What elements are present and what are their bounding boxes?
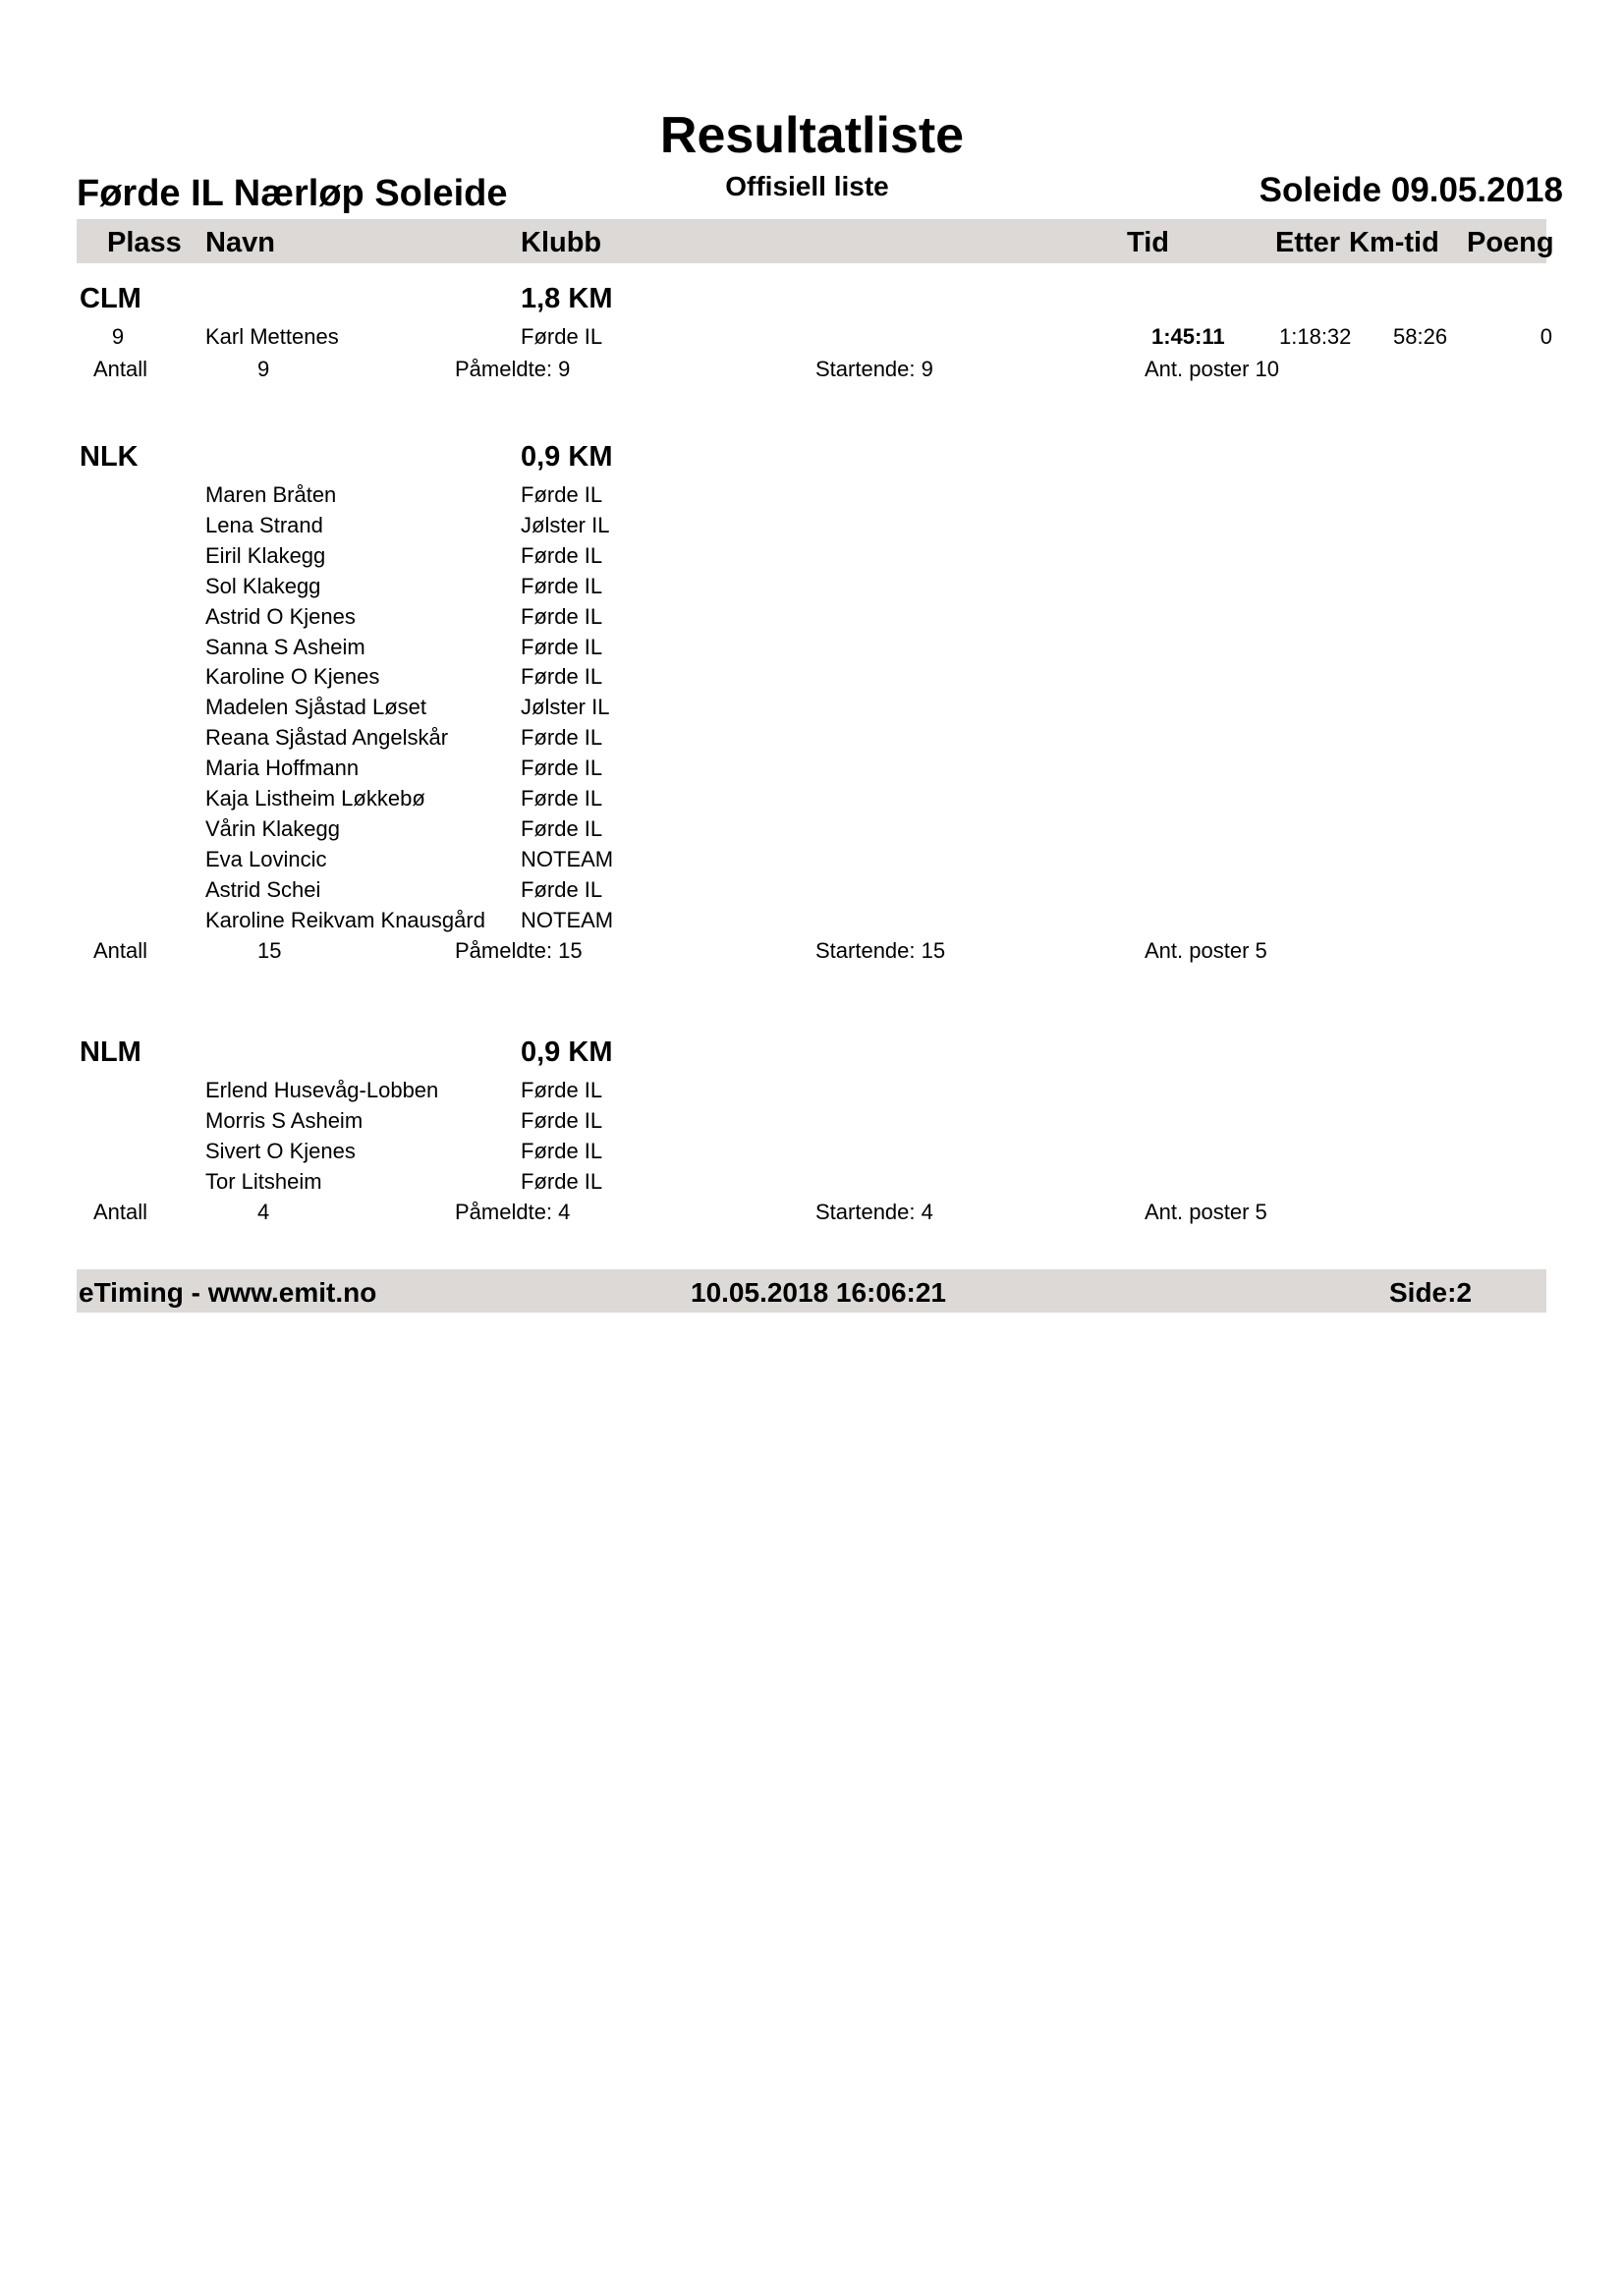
official-label: Offisiell liste: [725, 171, 889, 201]
result-plass: 9: [111, 324, 125, 349]
summary-antall-label: Antall: [93, 937, 148, 963]
summary-poster: Ant. poster 5: [1145, 1199, 1267, 1224]
summary-startende: Startende: 15: [815, 937, 946, 963]
result-name: Sivert O Kjenes: [205, 1138, 356, 1163]
column-klubb: Klubb: [521, 227, 602, 258]
result-name: Astrid O Kjenes: [205, 603, 356, 629]
result-points: 0: [1540, 324, 1552, 349]
result-club: Førde IL: [521, 725, 603, 751]
class-distance: 1,8 KM: [521, 283, 613, 314]
result-name: Eiril Klakegg: [205, 542, 326, 568]
footer-bar: [77, 1269, 1546, 1313]
result-club: Førde IL: [521, 542, 603, 568]
result-club: Førde IL: [521, 1168, 603, 1194]
result-name: Tor Litsheim: [205, 1168, 322, 1194]
column-navn: Navn: [205, 227, 275, 258]
summary-pameldte: Påmeldte: 9: [455, 356, 571, 381]
result-name: Madelen Sjåstad Løset: [205, 695, 427, 720]
summary-antall: 4: [257, 1199, 270, 1224]
result-club: Førde IL: [521, 573, 603, 598]
result-time: 1:45:11: [1151, 324, 1225, 349]
result-club: Førde IL: [521, 756, 603, 781]
result-club: Jølster IL: [521, 512, 610, 537]
result-club: Førde IL: [521, 1078, 603, 1102]
class-code: NLM: [80, 1036, 141, 1068]
footer-brand: eTiming - www.emit.no: [79, 1277, 377, 1308]
result-name: Vårin Klakegg: [205, 815, 340, 841]
summary-antall-label: Antall: [93, 356, 148, 381]
column-kmtid: Km-tid: [1349, 227, 1439, 258]
result-club: Førde IL: [521, 634, 603, 659]
result-name: Eva Lovincic: [205, 846, 327, 871]
result-club: Førde IL: [521, 1138, 603, 1163]
result-club: Førde IL: [521, 482, 603, 507]
result-club: Førde IL: [521, 815, 603, 841]
result-club: Førde IL: [521, 1107, 603, 1133]
summary-antall: 9: [257, 356, 270, 381]
result-name: Karl Mettenes: [205, 324, 339, 349]
summary-poster: Ant. poster 5: [1145, 937, 1267, 963]
summary-pameldte: Påmeldte: 4: [455, 1199, 571, 1224]
result-name: Erlend Husevåg-Lobben: [205, 1078, 439, 1102]
footer-page: Side:2: [1389, 1277, 1473, 1308]
result-name: Kaja Listheim Løkkebø: [205, 786, 425, 811]
summary-antall: 15: [257, 937, 282, 963]
result-club: Førde IL: [521, 664, 603, 690]
result-name: Maren Bråten: [205, 482, 337, 507]
class-distance: 0,9 KM: [521, 441, 613, 473]
result-name: Sanna S Asheim: [205, 634, 365, 659]
result-name: Sol Klakegg: [205, 573, 321, 598]
summary-startende: Startende: 9: [815, 356, 933, 381]
column-tid: Tid: [1127, 227, 1169, 258]
class-code: NLK: [80, 441, 139, 473]
result-club: Førde IL: [521, 324, 603, 349]
result-km-time: 58:26: [1393, 324, 1448, 349]
result-club: Førde IL: [521, 876, 603, 902]
result-name: Lena Strand: [205, 512, 323, 537]
column-header-bar: [77, 219, 1554, 263]
result-club: Førde IL: [521, 786, 603, 811]
result-club: Jølster IL: [521, 695, 610, 720]
result-name: Maria Hoffmann: [205, 756, 360, 781]
page-title: Resultatliste: [659, 107, 965, 164]
result-name: Karoline Reikvam Knausgård: [205, 907, 485, 932]
result-club: Førde IL: [521, 603, 603, 629]
column-etter: Etter: [1275, 227, 1341, 258]
summary-poster: Ant. poster 10: [1145, 356, 1279, 381]
event-name: Førde IL Nærløp Soleide: [77, 173, 508, 214]
result-name: Karoline O Kjenes: [205, 664, 380, 690]
result-club: NOTEAM: [521, 907, 614, 932]
column-poeng: Poeng: [1467, 227, 1554, 258]
summary-pameldte: Påmeldte: 15: [455, 937, 583, 963]
result-name: Morris S Asheim: [205, 1107, 364, 1133]
summary-antall-label: Antall: [93, 1199, 148, 1224]
result-name: Astrid Schei: [205, 876, 321, 902]
summary-startende: Startende: 4: [815, 1199, 933, 1224]
result-behind: 1:18:32: [1279, 324, 1352, 349]
result-club: NOTEAM: [521, 846, 614, 871]
footer-timestamp: 10.05.2018 16:06:21: [691, 1277, 946, 1308]
class-code: CLM: [80, 283, 141, 314]
result-name: Reana Sjåstad Angelskår: [205, 725, 449, 751]
place-date: Soleide 09.05.2018: [1259, 171, 1563, 209]
column-plass: Plass: [107, 227, 182, 258]
class-distance: 0,9 KM: [521, 1036, 613, 1068]
